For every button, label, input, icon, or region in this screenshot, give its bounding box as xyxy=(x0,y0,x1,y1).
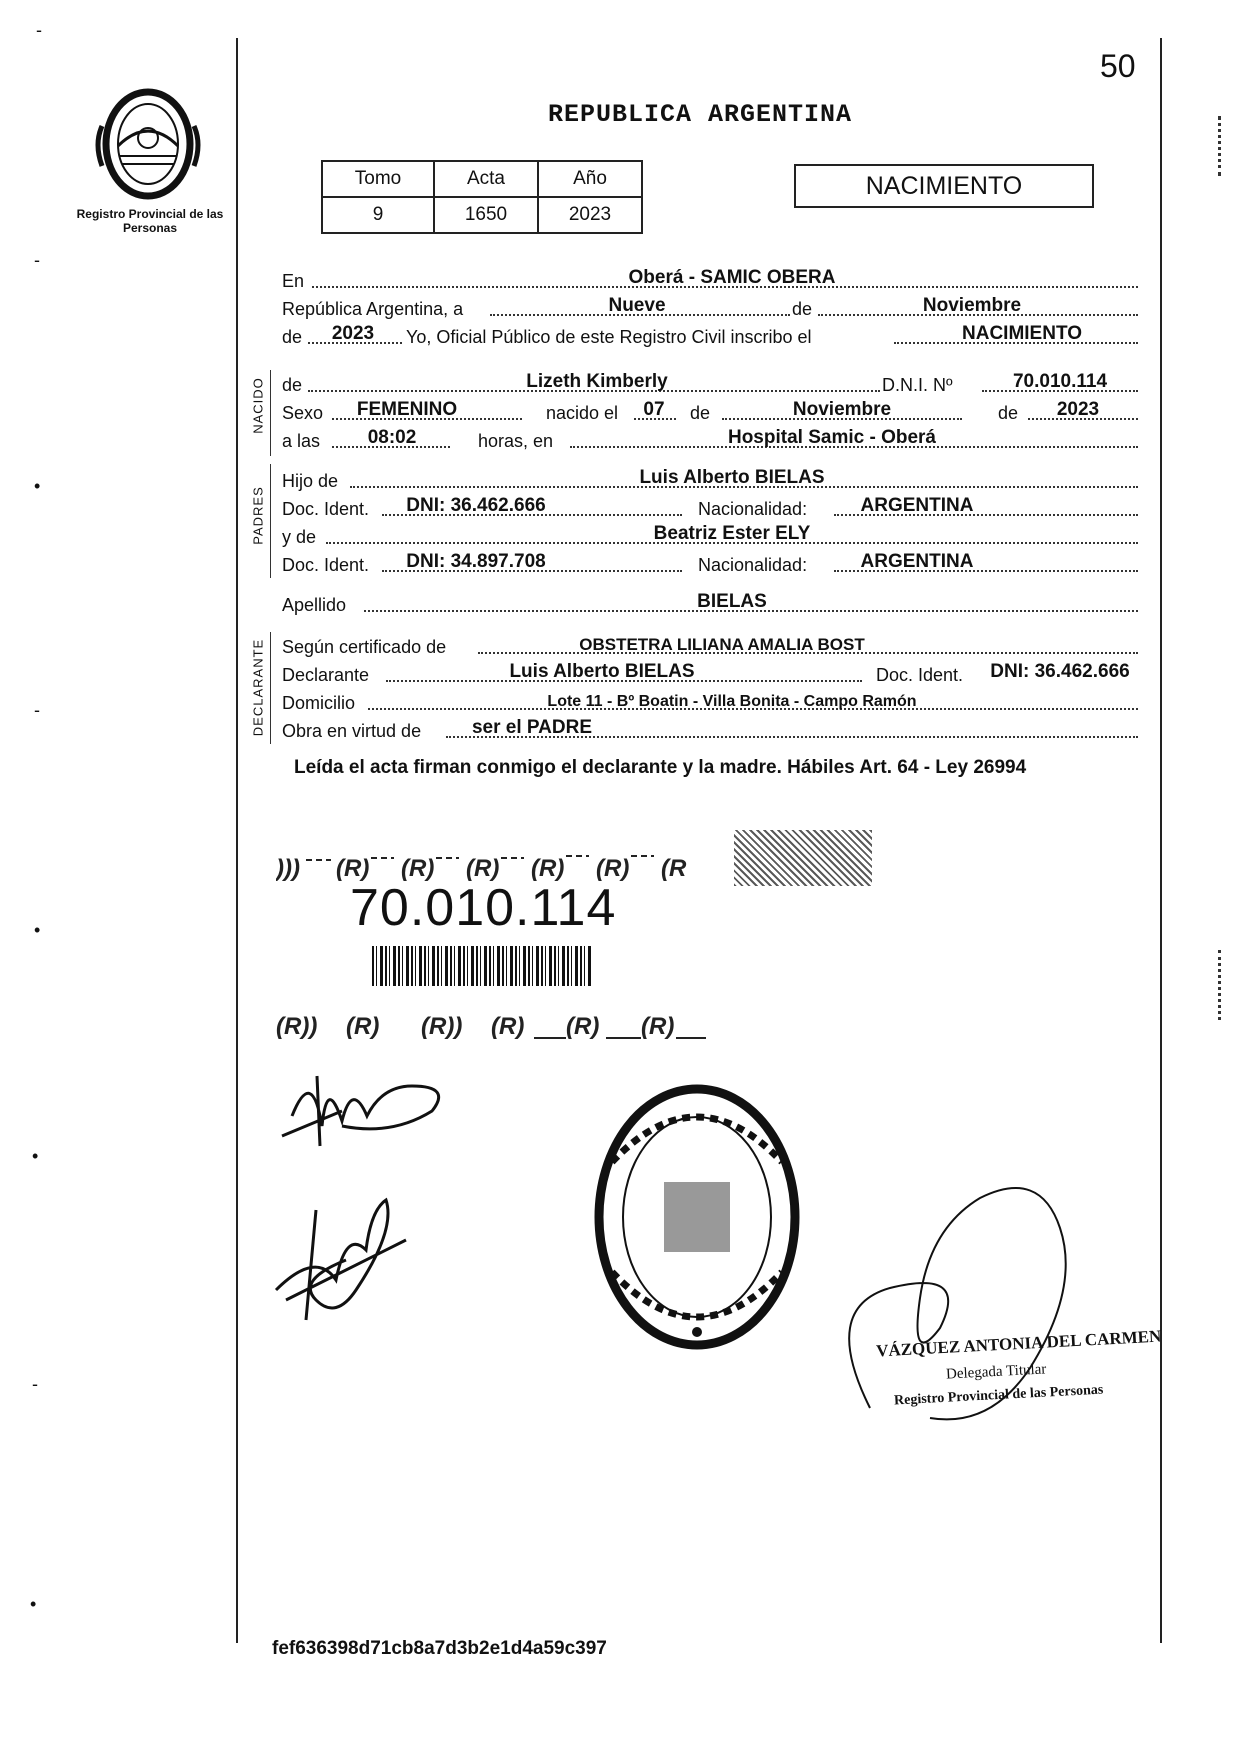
register-table xyxy=(321,160,643,234)
label-horas-en: horas, en xyxy=(478,431,554,451)
label-doc-ident-3: Doc. Ident. xyxy=(876,665,964,685)
value-madre-nac: ARGENTINA xyxy=(860,551,974,572)
value-padre: Luis Alberto BIELAS xyxy=(639,467,825,488)
margin-dot: - xyxy=(36,20,42,40)
label-segun-cert: Según certificado de xyxy=(282,637,447,657)
row-hora xyxy=(282,426,1138,454)
label-en: En xyxy=(282,271,305,291)
row-fecha xyxy=(282,294,1138,322)
value-domicilio: Lote 11 - Bº Boatin - Villa Bonita - Campo Ramón xyxy=(547,693,917,710)
value-madre: Beatriz Ester ELY xyxy=(653,523,811,544)
margin-dot: • xyxy=(32,1146,39,1166)
official-stamp-name: VÁZQUEZ ANTONIA DEL CARMEN xyxy=(875,1326,1162,1361)
value-apellido: BIELAS xyxy=(697,591,767,612)
value-mes-texto: Noviembre xyxy=(922,295,1022,316)
label-nacionalidad-1: Nacionalidad: xyxy=(698,499,808,519)
label-apellido: Apellido xyxy=(282,595,347,615)
header-tomo: Tomo xyxy=(322,161,434,197)
act-type-box: NACIMIENTO xyxy=(794,164,1094,208)
value-anio-nac: 2023 xyxy=(1056,399,1100,420)
value-anio: 2023 xyxy=(331,323,375,344)
margin-dot: - xyxy=(34,250,40,270)
value-mes-nac: Noviembre xyxy=(792,399,892,420)
table-header-row xyxy=(322,161,642,197)
label-de-1: de xyxy=(792,299,813,319)
label-dni: D.N.I. Nº xyxy=(882,375,953,395)
mother-signature xyxy=(256,1190,456,1335)
label-obra-virtud: Obra en virtud de xyxy=(282,721,422,741)
closing-text: Leída el acta firman conmigo el declarante y la madre. Hábiles Art. 64 - Ley 26994 xyxy=(294,757,1027,778)
svg-text:(R): (R) xyxy=(466,855,500,882)
cell-tomo: 9 xyxy=(322,197,434,233)
row-padre-doc xyxy=(282,494,1138,522)
table-row xyxy=(322,197,642,233)
right-edge-mark xyxy=(1218,950,1225,1020)
cell-acta: 1650 xyxy=(434,197,538,233)
row-inscripcion xyxy=(282,322,1138,350)
svg-text:(R): (R) xyxy=(346,1013,380,1040)
registry-seal xyxy=(592,1082,802,1357)
svg-text:))): ))) xyxy=(276,855,300,882)
margin-dot: • xyxy=(30,1594,37,1614)
value-nombre: Lizeth Kimberly xyxy=(526,371,668,392)
security-hologram xyxy=(734,830,872,886)
value-padre-nac: ARGENTINA xyxy=(860,495,974,516)
row-nombre xyxy=(282,370,1138,398)
section-label-nacido: NACIDO xyxy=(250,377,266,434)
label-hijo-de: Hijo de xyxy=(282,471,339,491)
label-yo-oficial: Yo, Oficial Público de este Registro Civil inscribo el xyxy=(406,327,812,347)
row-apellido xyxy=(282,590,1138,618)
value-declarante-doc: DNI: 36.462.666 xyxy=(990,661,1130,682)
row-obra xyxy=(282,716,1138,744)
label-doc-ident-2: Doc. Ident. xyxy=(282,555,370,575)
svg-text:(R): (R) xyxy=(566,1013,600,1040)
declarant-signature xyxy=(272,1056,472,1161)
cell-anio: 2023 xyxy=(538,197,642,233)
value-dia-texto: Nueve xyxy=(608,295,666,316)
label-nacido-el: nacido el xyxy=(546,403,619,423)
label-declarante: Declarante xyxy=(282,665,370,685)
row-domicilio xyxy=(282,688,1138,716)
header-acta: Acta xyxy=(434,161,538,197)
header-anio: Año xyxy=(538,161,642,197)
right-edge-mark xyxy=(1218,116,1225,176)
svg-text:(R): (R) xyxy=(641,1013,675,1040)
province-seal xyxy=(88,86,208,204)
svg-text:(R)): (R)) xyxy=(276,1013,318,1040)
label-y-de: y de xyxy=(282,527,317,547)
barcode xyxy=(372,946,592,986)
label-republica: República Argentina, a xyxy=(282,299,464,319)
value-sexo: FEMENINO xyxy=(356,399,458,420)
row-madre-doc xyxy=(282,550,1138,578)
page-number: 50 xyxy=(1100,48,1136,84)
row-lugar xyxy=(282,266,1138,294)
official-stamp-office: Registro Provincial de las Personas xyxy=(893,1382,1104,1409)
value-padre-doc: DNI: 36.462.666 xyxy=(406,495,546,516)
label-de-5: de xyxy=(998,403,1019,423)
value-dia-nac: 07 xyxy=(643,399,665,420)
svg-text:(R): (R) xyxy=(491,1013,525,1040)
value-obra: ser el PADRE xyxy=(471,717,593,738)
security-pattern-bottom xyxy=(276,1008,716,1047)
value-madre-doc: DNI: 34.897.708 xyxy=(406,551,546,572)
svg-text:(R): (R) xyxy=(336,855,370,882)
value-tipo: NACIMIENTO xyxy=(962,323,1082,344)
label-de-3: de xyxy=(282,375,303,395)
left-margin-line xyxy=(236,38,238,1643)
svg-text:(R): (R) xyxy=(531,855,565,882)
value-hora: 08:02 xyxy=(367,427,417,448)
label-domicilio: Domicilio xyxy=(282,693,356,713)
right-margin-line xyxy=(1160,38,1162,1643)
margin-dot: - xyxy=(32,1374,38,1394)
label-de-2: de xyxy=(282,327,303,347)
row-certificado xyxy=(282,632,1138,660)
value-certificado: OBSTETRA LILIANA AMALIA BOST xyxy=(579,635,865,654)
value-dni: 70.010.114 xyxy=(1012,371,1108,392)
label-doc-ident-1: Doc. Ident. xyxy=(282,499,370,519)
label-a-las: a las xyxy=(282,431,321,451)
row-sexo xyxy=(282,398,1138,426)
page-title: REPUBLICA ARGENTINA xyxy=(547,100,853,129)
svg-text:(R: (R xyxy=(661,855,687,882)
margin-dot: • xyxy=(34,920,41,940)
label-de-4: de xyxy=(690,403,711,423)
printed-dni: 70.010.114 xyxy=(350,879,617,937)
label-nacionalidad-2: Nacionalidad: xyxy=(698,555,808,575)
label-sexo: Sexo xyxy=(282,403,324,423)
official-stamp-role: Delegada Titular xyxy=(945,1361,1047,1383)
margin-dot: - xyxy=(34,700,40,720)
document-hash: fef636398d71cb8a7d3b2e1d4a59c397 xyxy=(272,1638,607,1659)
margin-dot: • xyxy=(34,476,41,496)
svg-text:(R)): (R)) xyxy=(421,1013,463,1040)
row-padre xyxy=(282,466,1138,494)
row-madre xyxy=(282,522,1138,550)
row-declarante xyxy=(282,660,1138,688)
svg-text:(R): (R) xyxy=(401,855,435,882)
section-label-padres: PADRES xyxy=(250,486,266,545)
section-label-declarante: DECLARANTE xyxy=(250,638,266,737)
issuer-caption: Registro Provincial de las Personas xyxy=(76,207,224,235)
value-lugar-nac: Hospital Samic - Oberá xyxy=(727,427,936,448)
value-lugar: Oberá - SAMIC OBERA xyxy=(628,267,836,288)
svg-text:(R): (R) xyxy=(596,855,630,882)
value-declarante: Luis Alberto BIELAS xyxy=(509,661,695,682)
